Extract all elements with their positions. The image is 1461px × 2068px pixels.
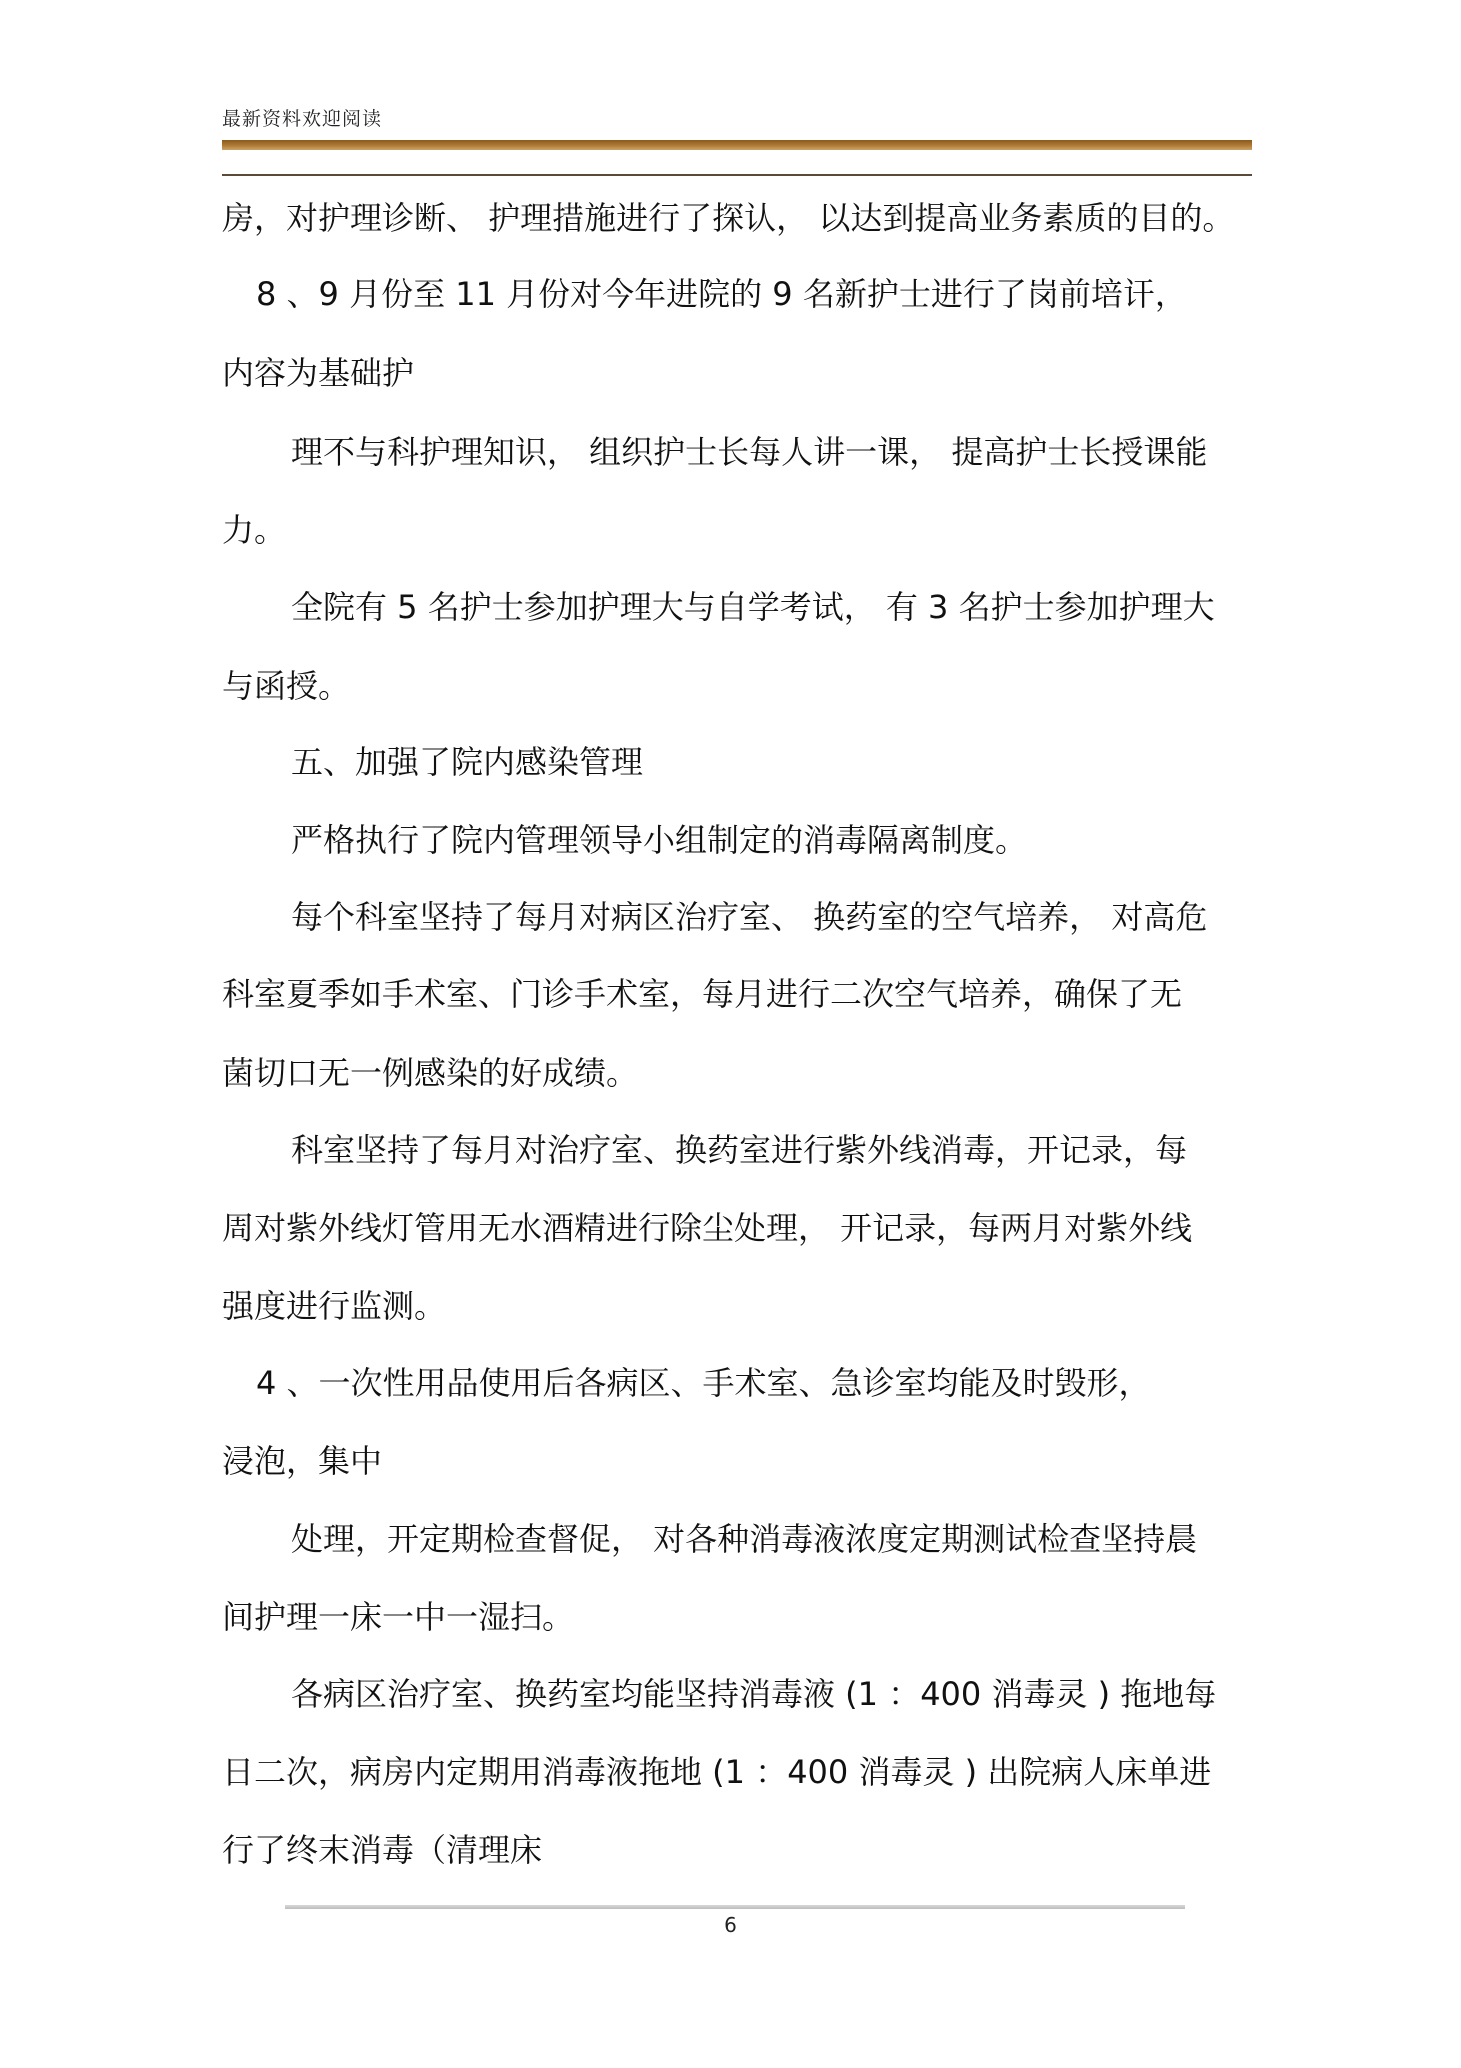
body-line-15: 强度进行监测。 <box>222 1287 447 1325</box>
body-line-12: 菌切口无一例感染的好成绩。 <box>222 1054 639 1092</box>
body-line-21: 日二次，病房内定期用消毒液拖地 (1 ：400 消毒灵 ) 出院病人床单进 <box>222 1753 1212 1791</box>
body-line-4: 理不与科护理知识， 组织护士长每人讲一课， 提高护士长授课能 <box>291 433 1208 471</box>
body-line-11: 科室夏季如手术室、门诊手术室，每月进行二次空气培养，确保了无 <box>222 975 1183 1013</box>
body-line-3: 内容为基础护 <box>222 354 415 392</box>
body-line-6: 全院有 5 名护士参加护理大与自学考试， 有 3 名护士参加护理大 <box>291 588 1215 626</box>
body-line-1: 房，对护理诊断、 护理措施进行了探认， 以达到提高业务素质的目的。 <box>222 199 1235 237</box>
body-line-20: 各病区治疗室、换药室均能坚持消毒液 (1 ：400 消毒灵 ) 拖地每 <box>291 1675 1217 1713</box>
body-line-16: 4 、一次性用品使用后各病区、手术室、急诊室均能及时毁形， <box>256 1364 1151 1402</box>
page-number: 6 <box>724 1913 737 1937</box>
body-line-19: 间护理一床一中一湿扫。 <box>222 1598 575 1636</box>
header-rule-brown <box>222 140 1252 150</box>
body-line-22: 行了终末消毒（清理床 <box>222 1831 543 1869</box>
body-line-7: 与函授。 <box>222 667 351 705</box>
header-rule-thin <box>222 174 1252 176</box>
body-line-5: 力。 <box>222 511 287 549</box>
body-line-13: 科室坚持了每月对治疗室、换药室进行紫外线消毒，开记录，每 <box>291 1131 1188 1169</box>
body-line-14: 周对紫外线灯管用无水酒精进行除尘处理， 开记录，每两月对紫外线 <box>222 1209 1193 1247</box>
body-line-9: 严格执行了院内管理领导小组制定的消毒隔离制度。 <box>291 821 1028 859</box>
section-heading: 五、加强了院内感染管理 <box>291 743 644 781</box>
body-line-18: 处理，开定期检查督促， 对各种消毒液浓度定期测试检查坚持晨 <box>291 1520 1198 1558</box>
header-title: 最新资料欢迎阅读 <box>222 108 383 130</box>
footer-rule <box>285 1905 1185 1909</box>
body-line-10: 每个科室坚持了每月对病区治疗室、 换药室的空气培养， 对高危 <box>291 898 1208 936</box>
body-line-2: 8 、9 月份至 11 月份对今年进院的 9 名新护士进行了岗前培讦， <box>256 275 1187 313</box>
body-line-17: 浸泡，集中 <box>222 1442 383 1480</box>
